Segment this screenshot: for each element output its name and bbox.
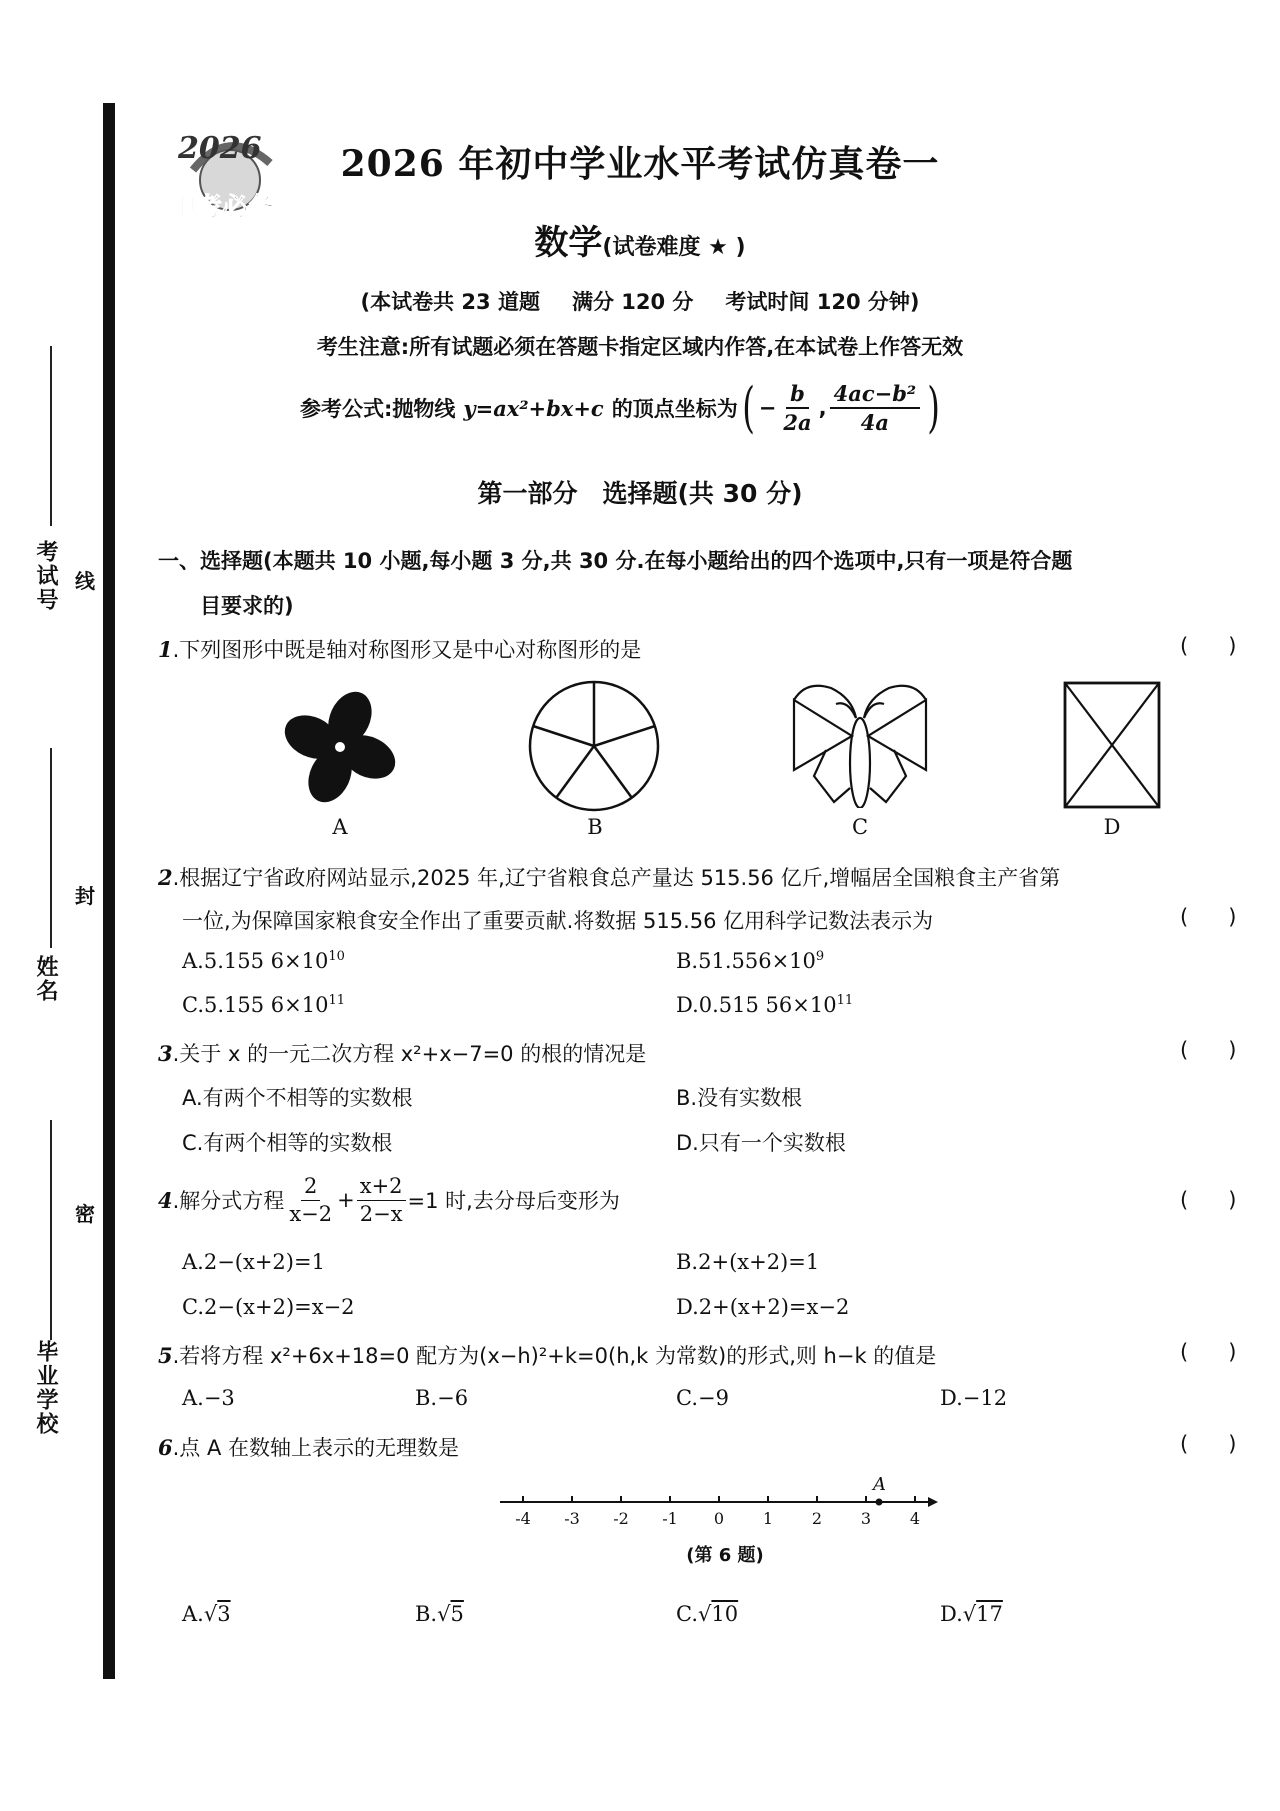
question-3-option-b[interactable]: B.没有实数根	[676, 1086, 803, 1110]
question-2-stem-line2: 一位,为保障国家粮食安全作出了重要贡献.将数据 515.56 亿用科学记数法表示为	[182, 909, 934, 933]
figure-d-label: D	[1103, 815, 1121, 839]
cut-mark-secret: 密	[75, 1202, 95, 1226]
point-a-dot	[876, 1499, 883, 1506]
paper-info	[0, 286, 1280, 316]
subject-line	[0, 215, 1280, 264]
logo-year: 2026	[178, 131, 262, 166]
number-line-tick-label: 4	[909, 1509, 921, 1528]
question-5-stem: 5.若将方程 x²+6x+18=0 配方为(x−h)²+k=0(h,k 为常数)的形式,则 h−k 的值是	[158, 1343, 937, 1368]
name-label: 姓名	[33, 955, 58, 1003]
question-5-option-d[interactable]: D.−12	[940, 1386, 1008, 1410]
question-1-stem: 1.下列图形中既是轴对称图形又是中心对称图形的是	[158, 637, 642, 662]
question-4-option-c[interactable]: C.2−(x+2)=x−2	[182, 1295, 355, 1319]
reference-formula: 参考公式:抛物线 y=ax²+bx+c 的顶点坐标为 ( − $\frac{b}{2a}$ , $\frac{\text{4ac−b²}}{4a}$ )	[300, 376, 940, 439]
question-5-answer-blank[interactable]: ( )	[1180, 1340, 1237, 1364]
number-line-tick-label: 3	[860, 1509, 872, 1528]
question-4-fraction-1: $\frac{2}{x-2}$	[289, 1174, 333, 1226]
number-line-tick-label: 2	[811, 1509, 823, 1528]
figure-b-circle	[526, 678, 662, 814]
question-4-fraction-2: $\frac{x+2}{2-x}$	[357, 1174, 406, 1225]
number-line-tick-label: -4	[515, 1509, 531, 1528]
formula-equation: y=ax²+bx+c	[463, 395, 604, 421]
info-time: 考试时间 120 分钟)	[725, 290, 920, 314]
school-blank-line	[50, 1120, 52, 1340]
question-5-option-c[interactable]: C.−9	[676, 1386, 729, 1410]
question-6-option-b[interactable]: B.√5	[415, 1602, 464, 1626]
question-6-option-a[interactable]: A.√3	[182, 1602, 231, 1626]
question-3-stem: 3.关于 x 的一元二次方程 x²+x−7=0 的根的情况是	[158, 1041, 647, 1066]
question-1-answer-blank[interactable]: ( )	[1180, 634, 1237, 658]
figure-c-label: C	[851, 815, 869, 839]
number-line-tick-label: -1	[662, 1509, 678, 1528]
info-questions: (本试卷共 23 道题	[360, 290, 540, 314]
question-4-answer-blank[interactable]: ( )	[1180, 1188, 1237, 1212]
number-line-tick-label: -2	[613, 1509, 629, 1528]
number-line	[490, 1470, 950, 1532]
question-5-option-b[interactable]: B.−6	[415, 1386, 469, 1410]
question-3-option-d[interactable]: D.只有一个实数根	[676, 1131, 846, 1155]
question-4-option-b[interactable]: B.2+(x+2)=1	[676, 1250, 820, 1274]
exam-no-label: 考试号	[33, 540, 58, 612]
question-2-stem-line1: 2.根据辽宁省政府网站显示,2025 年,辽宁省粮食总产量达 515.56 亿斤,增幅居全国粮食主产省第	[158, 865, 1061, 890]
question-2-option-d[interactable]: D.0.515 $56\times 10^{11}$	[676, 993, 854, 1017]
number-line-tick-label: 0	[713, 1509, 725, 1528]
question-4-option-d[interactable]: D.2+(x+2)=x−2	[676, 1295, 850, 1319]
question-6-answer-blank[interactable]: ( )	[1180, 1432, 1237, 1456]
exam-notice: 考生注意:所有试题必须在答题卡指定区域内作答,在本试卷上作答无效	[316, 335, 964, 359]
vertex-y-fraction: $\frac{\text{4ac−b²}}{4a}$	[830, 382, 920, 434]
paper-title: 2026 年初中学业水平考试仿真卷一	[340, 143, 940, 185]
number-line-tick-label: 1	[762, 1509, 774, 1528]
cut-mark-line: 线	[75, 569, 95, 593]
question-4-stem: 4 .解分式方程 $\frac{2}{x-2}$ + $\frac{x+2}{2-x}$ =1 时,去分母后变形为	[158, 1174, 620, 1226]
part-one-title: 第一部分 选择题(共 30 分)	[477, 479, 803, 508]
formula-mid: 的顶点坐标为	[611, 397, 738, 421]
figure-6-caption: (第 6 题)	[686, 1545, 764, 1566]
cut-mark-seal: 封	[75, 884, 95, 908]
point-a-label: A	[873, 1474, 886, 1495]
question-6-option-c[interactable]: C.√10	[676, 1602, 739, 1626]
school-label: 毕业学校	[33, 1340, 58, 1436]
question-2-option-b[interactable]: $B.51.556\times 10^9$	[676, 949, 825, 973]
question-2-answer-blank[interactable]: ( )	[1180, 905, 1237, 929]
question-5-option-a[interactable]: A.−3	[182, 1386, 235, 1410]
question-2-option-a[interactable]: A.5.155 $6\times 10^{10}$	[182, 949, 345, 973]
question-3-option-c[interactable]: C.有两个相等的实数根	[182, 1131, 393, 1155]
subject-title: 数学	[534, 223, 603, 263]
figure-a-pinwheel	[278, 685, 402, 809]
question-3-option-a[interactable]: A.有两个不相等的实数根	[182, 1086, 413, 1110]
logo-text: 中考必备	[170, 193, 275, 223]
question-4-option-a[interactable]: A.2−(x+2)=1	[182, 1250, 325, 1274]
difficulty-label: (试卷难度 ★ )	[602, 235, 746, 260]
question-2-option-c[interactable]: C.5.155 $6\times 10^{11}$	[182, 993, 346, 1017]
question-6-option-d[interactable]: D.√17	[940, 1602, 1003, 1626]
figure-b-label: B	[587, 815, 603, 839]
question-6-stem: 6.点 A 在数轴上表示的无理数是	[158, 1435, 460, 1460]
figure-c-butterfly	[786, 678, 934, 808]
question-3-answer-blank[interactable]: ( )	[1180, 1038, 1237, 1062]
section-heading-line2: 目要求的)	[200, 594, 294, 618]
number-line-tick-label: -3	[564, 1509, 580, 1528]
section-heading-line1: 一、选择题(本题共 10 小题,每小题 3 分,共 30 分.在每小题给出的四个选项中,只有一项是符合题	[158, 549, 1073, 573]
vertex-x-fraction: $\frac{b}{2a}$	[783, 380, 812, 435]
formula-prefix: 参考公式:抛物线	[300, 397, 456, 421]
figure-d-rectangle	[1062, 680, 1162, 810]
info-score: 满分 120 分	[571, 290, 694, 314]
figure-a-label: A	[332, 815, 348, 839]
name-blank-line	[50, 748, 52, 948]
